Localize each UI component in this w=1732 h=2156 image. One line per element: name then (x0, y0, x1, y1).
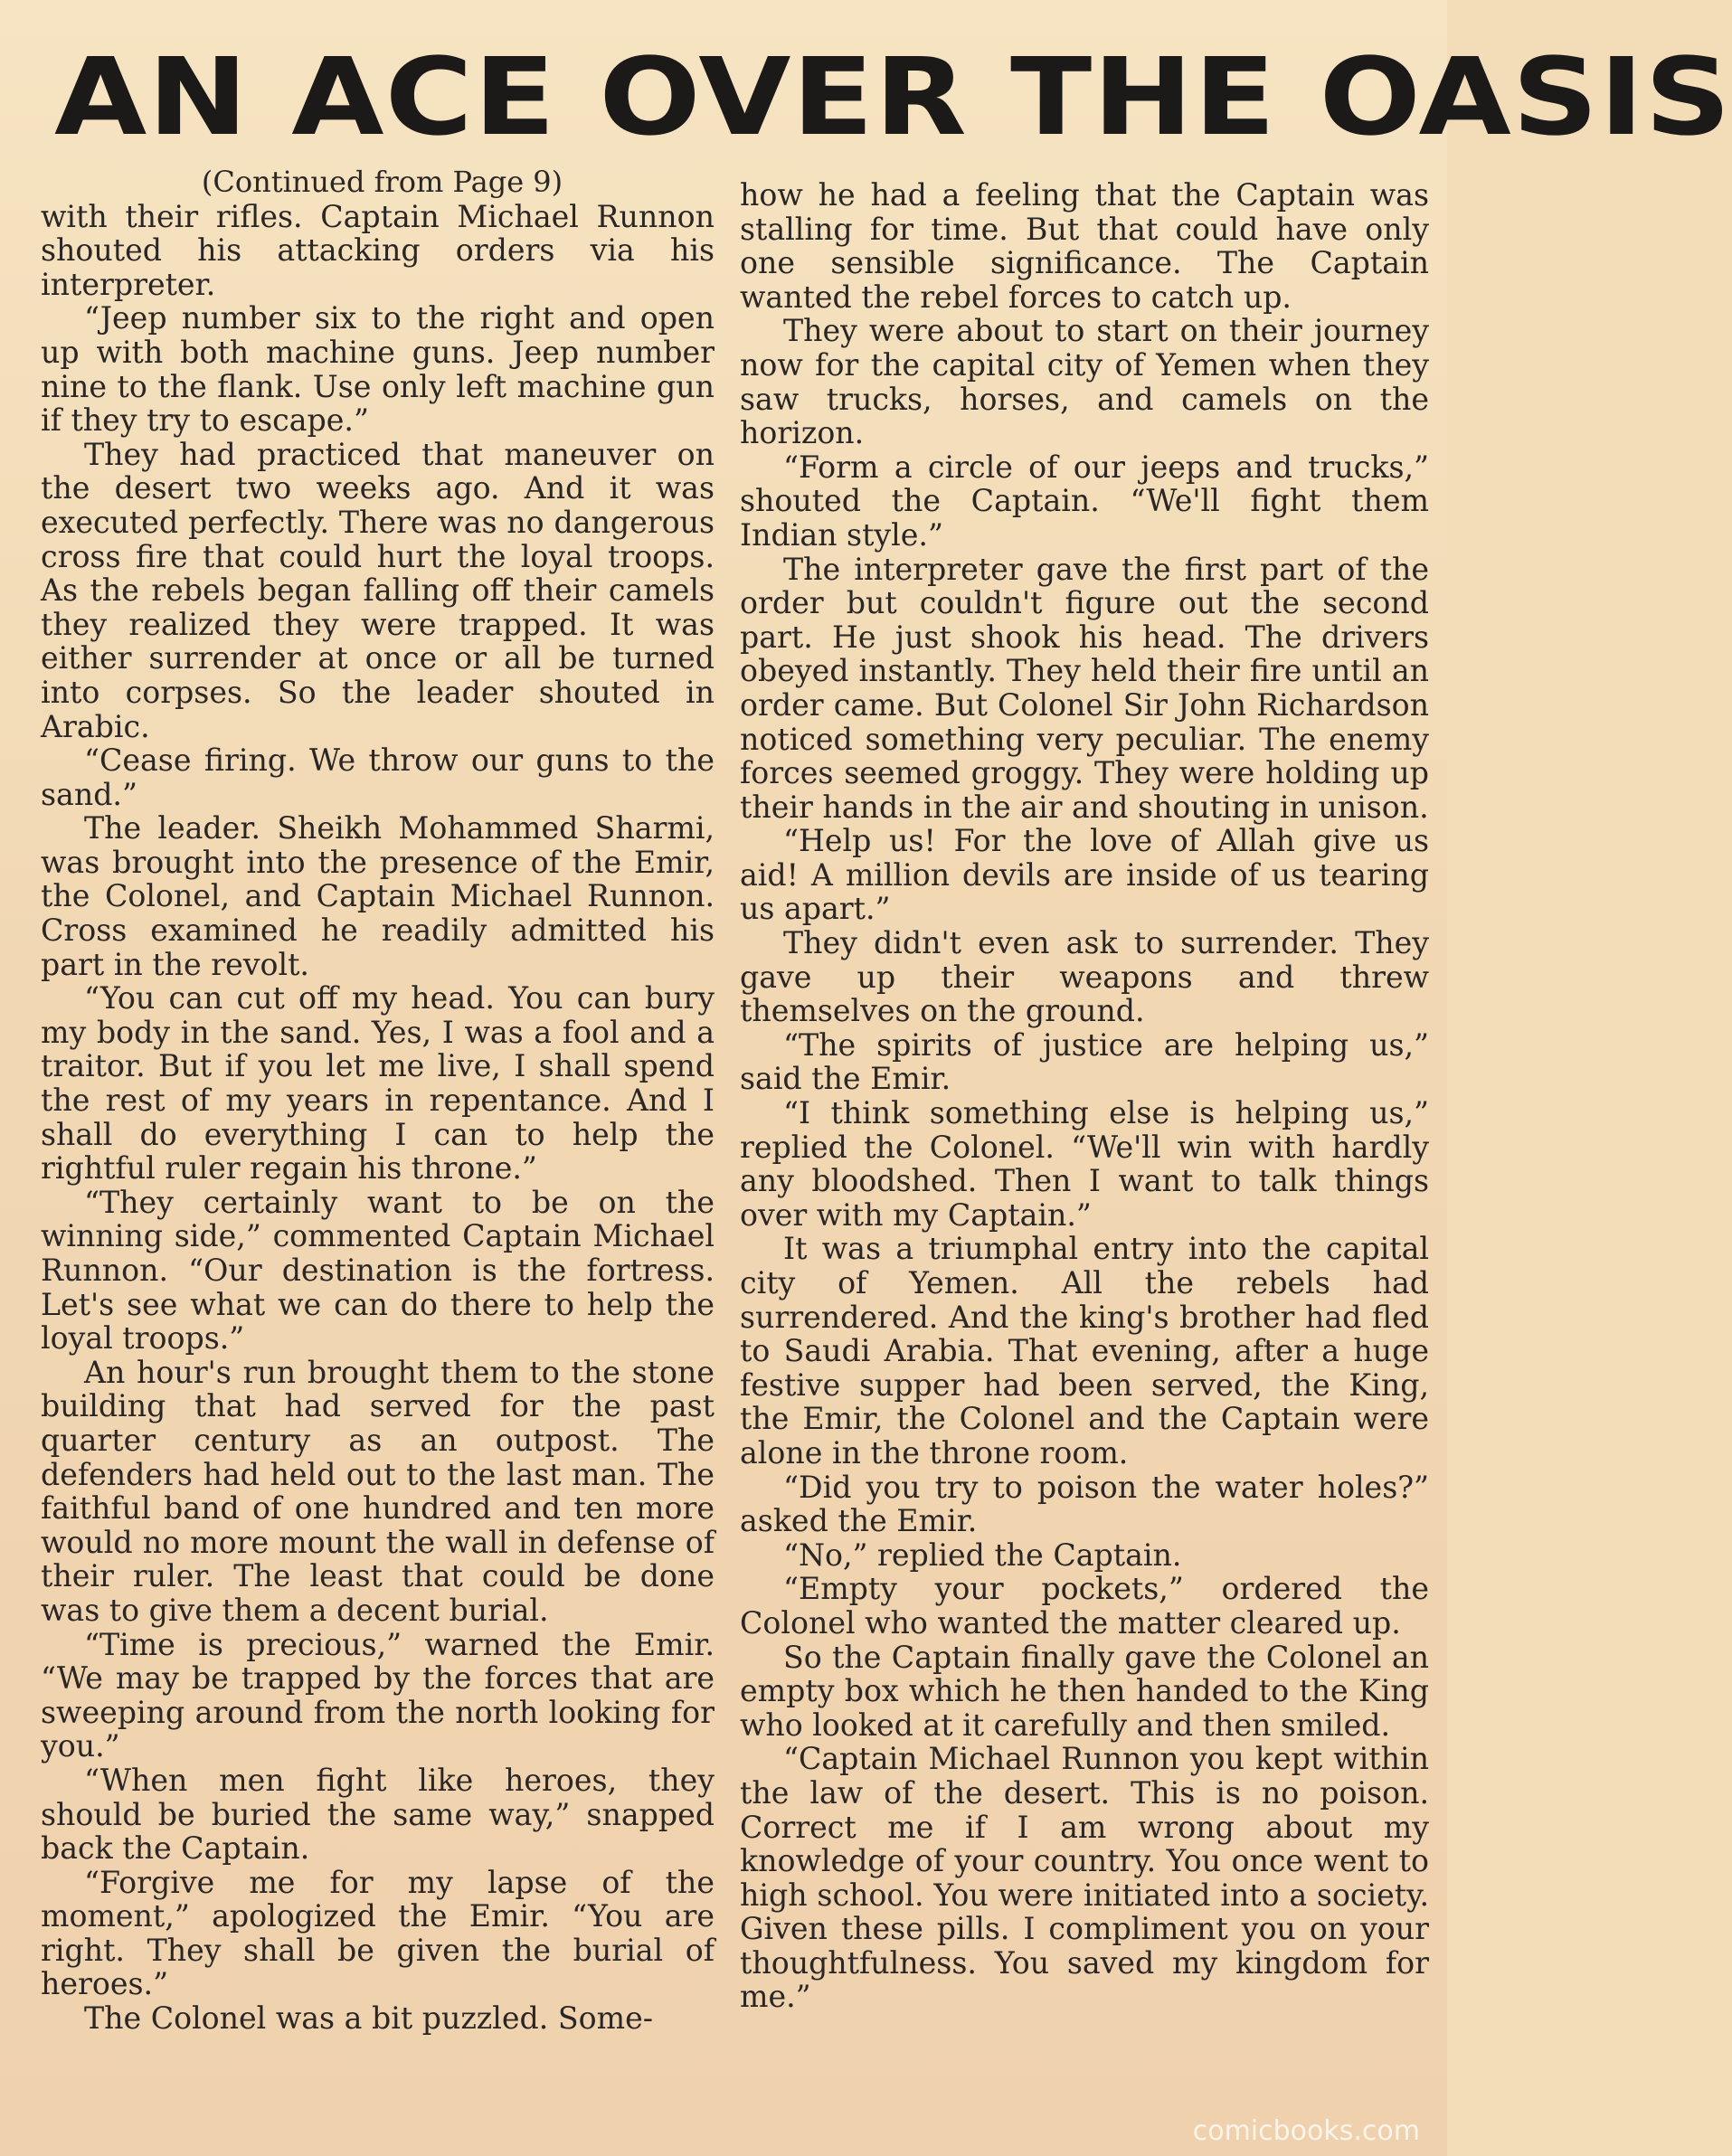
paragraph: with their rifles. Captain Michael Runnon shouted his attacking orders via his interpreter. (41, 198, 715, 302)
story-title: AN ACE OVER THE OASIS (54, 34, 1732, 159)
paragraph: “You can cut off my head. You can bury my body in the sand. Yes, I was a fool and a traitor. But if you let me live, I shall spend the rest of my years in repentance. And I shall do everything I can to help the rightful ruler regain his throne.” (41, 980, 715, 1187)
paragraph: It was a triumphal entry into the capital city of Yemen. All the rebels had surrendered. And the king's brother had fled to Saudi Arabia. That evening, after a huge festive supper had been served, the King, the Emir, the Colonel and the Captain were alone in the throne room. (740, 1231, 1429, 1470)
paragraph: The leader. Sheikh Mohammed Sharmi, was brought into the presence of the Emir, the Colonel, and Captain Michael Runnon. Cross examined he readily admitted his part in the revolt. (41, 810, 715, 982)
paragraph: An hour's run brought them to the stone building that had served for the past quarter century as an outpost. The defenders had held out to the last man. The faithful band of one hundred and ten more would no more mount the wall in defense of their ruler. The least that could be done was to give them a decent burial. (41, 1354, 715, 1628)
right-column (740, 178, 1429, 2150)
paragraph: “Jeep number six to the right and open up with both machine guns. Jeep number nine to the flank. Use only left machine gun if they try to escape.” (41, 300, 715, 439)
watermark: comicbooks.com (1192, 2115, 1420, 2147)
paragraph: how he had a feeling that the Captain was stalling for time. But that could have only one sensible significance. The Captain wanted the rebel forces to catch up. (740, 177, 1429, 315)
paragraph: “Did you try to poison the water holes?” asked the Emir. (740, 1469, 1429, 1539)
paragraph: “Empty your pockets,” ordered the Colonel who wanted the matter cleared up. (740, 1571, 1429, 1641)
paragraph: “Form a circle of our jeeps and trucks,” shouted the Captain. “We'll fight them Indian style.” (740, 449, 1429, 553)
paragraph: “Forgive me for my lapse of the moment,” apologized the Emir. “You are right. They shall be given the burial of heroes.” (41, 1864, 715, 2002)
left-column (41, 165, 715, 2137)
continued-note: (Continued from Page 9) (201, 165, 563, 199)
paragraph: “When men fight like heroes, they should be buried the same way,” snapped back the Captain. (41, 1762, 715, 1867)
paragraph: So the Captain finally gave the Colonel an empty box which he then handed to the King who looked at it carefully and then smiled. (740, 1639, 1429, 1743)
paragraph: “Captain Michael Runnon you kept within the law of the desert. This is no poison. Correct me if I am wrong about my knowledge of your country. You once went to high school. You were initiated into a society. Given these pills. I compliment you on your thoughtfulness. You saved my kingdom for me.” (740, 1741, 1429, 2015)
paragraph: “No,” replied the Captain. (783, 1537, 1182, 1573)
paragraph: “I think something else is helping us,” replied the Colonel. “We'll win with hardly any bloodshed. Then I want to talk things over with my Captain.” (740, 1095, 1429, 1233)
paragraph: The interpreter gave the first part of the order but couldn't figure out the second part. He just shook his head. The drivers obeyed instantly. They held their fire until an order came. But Colonel Sir John Richardson noticed something very peculiar. The enemy forces seemed groggy. They were holding up their hands in the air and shouting in unison. (740, 551, 1429, 825)
paragraph: “Cease firing. We throw our guns to the sand.” (41, 742, 715, 812)
paragraph: “Time is precious,” warned the Emir. “We may be trapped by the forces that are sweeping around from the north looking for you.” (41, 1626, 715, 1764)
paragraph: “Help us! For the love of Allah give us aid! A million devils are inside of us tearing us apart.” (740, 823, 1429, 927)
paragraph: They were about to start on their journey now for the capital city of Yemen when they saw trucks, horses, and camels on the horizon. (740, 313, 1429, 451)
paragraph: “The spirits of justice are helping us,” said the Emir. (740, 1026, 1429, 1097)
paragraph: They had practiced that maneuver on the desert two weeks ago. And it was executed perfectly. There was no dangerous cross fire that could hurt the loyal troops. As the rebels began falling off their camels they realized they were trapped. It was either surrender at once or all be turned into corpses. So the leader shouted in Arabic. (41, 436, 715, 744)
paragraph: The Colonel was a bit puzzled. Some- (84, 2000, 653, 2037)
paragraph: They didn't even ask to surrender. They gave up their weapons and threw themselves on the ground. (740, 925, 1429, 1029)
paragraph: “They certainly want to be on the winning side,” commented Captain Michael Runnon. “Our destination is the fortress. Let's see what we can do there to help the loyal troops.” (41, 1184, 715, 1357)
